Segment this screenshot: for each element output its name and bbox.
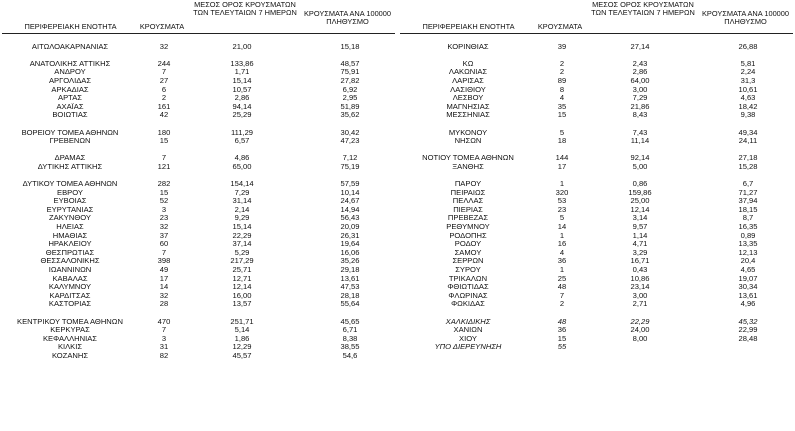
cases-cell: 15 (557, 333, 567, 343)
region-cell: ΡΟΔΟΠΗΣ (449, 230, 487, 240)
avg-cell: 12,71 (232, 273, 252, 283)
region-cell: ΠΕΙΡΑΙΩΣ (450, 187, 486, 197)
table-row (0, 300, 397, 309)
table-row (0, 111, 397, 120)
avg-cell: 8,43 (632, 110, 648, 120)
per100k-cell: 20,4 (740, 256, 756, 266)
avg-cell: 159,86 (628, 187, 652, 197)
region-cell: ΕΥΒΟΙΑΣ (53, 196, 87, 206)
per100k-cell: 48,57 (340, 58, 360, 68)
avg-cell: 3,29 (632, 247, 648, 257)
region-cell: ΚΟΖΑΝΗΣ (51, 350, 89, 360)
region-cell: ΜΑΓΝΗΣΙΑΣ (446, 101, 490, 111)
per100k-cell: 45,65 (340, 316, 360, 326)
per100k-cell: 10,14 (340, 187, 360, 197)
table-row (398, 111, 795, 120)
cases-cell: 2 (161, 93, 167, 103)
table-row (398, 326, 795, 335)
per100k-cell: 6,71 (342, 325, 358, 335)
avg-cell: 2,14 (234, 204, 250, 214)
per100k-cell: 28,18 (340, 290, 360, 300)
per100k-cell: 75,19 (340, 161, 360, 171)
region-cell: ΙΩΑΝΝΙΝΩΝ (48, 265, 92, 275)
cases-cell: 180 (157, 127, 171, 137)
cases-cell: 1 (559, 265, 565, 275)
per100k-cell: 6,7 (742, 179, 754, 189)
per100k-cell: 29,18 (340, 265, 360, 275)
per100k-cell: 56,43 (340, 213, 360, 223)
table-row (398, 137, 795, 146)
avg-cell: 7,29 (234, 187, 250, 197)
region-cell: ΑΡΤΑΣ (58, 93, 82, 103)
region-cell: ΒΟΙΩΤΙΑΣ (52, 110, 88, 120)
avg-cell: 1,86 (234, 333, 250, 343)
per100k-cell: 2,24 (740, 67, 756, 77)
per100k-cell: 38,55 (340, 342, 360, 352)
cases-cell: 144 (555, 153, 569, 163)
per100k-cell: 26,88 (738, 41, 758, 51)
per100k-cell: 4,65 (740, 265, 756, 275)
cases-cell: 39 (557, 41, 567, 51)
cases-cell: 36 (557, 256, 567, 266)
avg-cell: 45,57 (232, 350, 252, 360)
per100k-cell: 15,18 (340, 41, 360, 51)
per100k-cell: 8,38 (342, 333, 358, 343)
per100k-cell: 37,94 (738, 196, 758, 206)
cases-cell: 52 (159, 196, 169, 206)
avg-cell: 25,00 (630, 196, 650, 206)
per100k-cell: 18,42 (738, 101, 758, 111)
cases-cell: 2 (559, 67, 565, 77)
per100k-cell: 13,61 (340, 273, 360, 283)
region-cell: ΑΡΓΟΛΙΔΑΣ (48, 75, 92, 85)
region-cell: ΠΙΕΡΙΑΣ (453, 204, 483, 214)
region-cell: ΡΕΘΥΜΝΟΥ (446, 222, 490, 232)
per100k-cell: 7,12 (342, 153, 358, 163)
right-table (398, 0, 795, 431)
per100k-cell: 71,27 (738, 187, 758, 197)
avg-cell: 10,57 (232, 84, 252, 94)
left-header-row (0, 0, 397, 34)
cases-cell: 48 (557, 316, 567, 326)
cases-cell: 18 (557, 136, 567, 146)
header-cases: ΚΡΟΥΣΜΑΤΑ (139, 21, 185, 31)
region-cell: ΑΙΤΩΛΟΑΚΑΡΝΑΝΙΑΣ (31, 41, 109, 51)
table-row (398, 163, 795, 172)
per100k-cell: 45,32 (738, 316, 758, 326)
per100k-cell: 15,28 (738, 161, 758, 171)
avg-cell: 5,00 (632, 161, 648, 171)
cases-cell: 1 (559, 179, 565, 189)
cases-cell: 4 (559, 93, 565, 103)
region-cell: ΑΡΚΑΔΙΑΣ (51, 84, 89, 94)
cases-cell: 8 (559, 84, 565, 94)
region-cell: ΔΥΤΙΚΗΣ ΑΤΤΙΚΗΣ (37, 161, 103, 171)
per100k-cell: 22,99 (738, 325, 758, 335)
per100k-cell: 26,31 (340, 230, 360, 240)
per100k-cell: 24,67 (340, 196, 360, 206)
avg-cell: 92,14 (630, 153, 650, 163)
region-cell: ΛΕΣΒΟΥ (452, 93, 484, 103)
cases-cell: 17 (557, 161, 567, 171)
cases-cell: 6 (161, 84, 167, 94)
header-avg-7-days: ΜΕΣΟΣ ΟΡΟΣ ΚΡΟΥΣΜΑΤΩΝ ΤΩΝ ΤΕΛΕΥΤΑΙΩΝ 7 ΗΜΕΡΩΝ (591, 0, 695, 18)
region-cell: ΝΟΤΙΟΥ ΤΟΜΕΑ ΑΘΗΝΩΝ (422, 153, 514, 163)
per100k-cell: 28,48 (738, 333, 758, 343)
cases-cell: 7 (161, 325, 167, 335)
spacer-row (398, 51, 795, 60)
region-cell: ΑΝΑΤΟΛΙΚΗΣ ΑΤΤΙΚΗΣ (29, 58, 111, 68)
region-cell: ΚΑΡΔΙΤΣΑΣ (49, 290, 91, 300)
per100k-cell: 16,06 (340, 247, 360, 257)
region-cell: ΚΑΣΤΟΡΙΑΣ (48, 299, 92, 309)
region-cell: ΦΛΩΡΙΝΑΣ (448, 290, 488, 300)
cases-cell: 55 (557, 342, 567, 352)
avg-cell: 0,43 (632, 265, 648, 275)
cases-cell: 15 (159, 187, 169, 197)
table-row (398, 43, 795, 52)
region-cell: ΓΡΕΒΕΝΩΝ (49, 136, 91, 146)
avg-cell: 3,00 (632, 84, 648, 94)
region-cell: ΚΙΛΚΙΣ (57, 342, 83, 352)
region-cell: ΦΩΚΙΔΑΣ (451, 299, 485, 309)
avg-cell: 10,86 (630, 273, 650, 283)
avg-cell: 5,14 (234, 325, 250, 335)
avg-cell: 37,14 (232, 239, 252, 249)
cases-cell: 1 (559, 230, 565, 240)
per100k-cell: 20,09 (340, 222, 360, 232)
avg-cell: 24,00 (630, 325, 650, 335)
avg-cell: 31,14 (232, 196, 252, 206)
avg-cell: 111,29 (230, 127, 254, 137)
region-cell: ΚΕΝΤΡΙΚΟΥ ΤΟΜΕΑ ΑΘΗΝΩΝ (17, 316, 123, 326)
region-cell: ΛΑΣΙΘΙΟΥ (450, 84, 486, 94)
avg-cell: 11,14 (630, 136, 650, 146)
avg-cell: 2,86 (632, 67, 648, 77)
per100k-cell: 12,13 (738, 247, 758, 257)
region-cell: ΠΕΛΛΑΣ (452, 196, 484, 206)
avg-cell: 16,71 (630, 256, 650, 266)
per100k-cell: 24,11 (738, 136, 758, 146)
cases-cell: 14 (159, 282, 169, 292)
region-cell: ΠΡΕΒΕΖΑΣ (447, 213, 489, 223)
avg-cell: 4,71 (632, 239, 648, 249)
cases-cell: 25 (557, 273, 567, 283)
avg-cell: 12,14 (232, 282, 252, 292)
avg-cell: 21,00 (232, 41, 252, 51)
avg-cell: 133,86 (230, 58, 254, 68)
region-cell: ΚΟΡΙΝΘΙΑΣ (447, 41, 489, 51)
region-cell: ΘΕΣΣΑΛΟΝΙΚΗΣ (40, 256, 100, 266)
avg-cell: 65,00 (232, 161, 252, 171)
region-cell: ΔΡΑΜΑΣ (54, 153, 86, 163)
per100k-cell: 4,63 (740, 93, 756, 103)
per100k-cell: 27,82 (340, 75, 360, 85)
region-cell: ΝΗΣΩΝ (454, 136, 482, 146)
region-cell: ΠΑΡΟΥ (454, 179, 482, 189)
avg-cell: 27,14 (630, 41, 650, 51)
region-cell: ΣΕΡΡΩΝ (452, 256, 484, 266)
table-row (0, 43, 397, 52)
cases-cell: 27 (159, 75, 169, 85)
cases-cell: 82 (159, 350, 169, 360)
header-cases-per-100k: ΚΡΟΥΣΜΑΤΑ ΑΝΑ 100000 ΠΛΗΘΥΣΜΟ (701, 9, 790, 27)
cases-cell: 23 (557, 204, 567, 214)
region-cell: ΧΑΛΚΙΔΙΚΗΣ (445, 316, 491, 326)
avg-cell: 23,14 (630, 282, 650, 292)
per100k-cell: 14,94 (340, 204, 360, 214)
table-row (398, 300, 795, 309)
region-cell: ΞΑΝΘΗΣ (452, 161, 484, 171)
per100k-cell: 75,91 (340, 67, 360, 77)
per100k-cell: 10,61 (738, 84, 758, 94)
table-row (0, 352, 397, 361)
per100k-cell: 4,96 (740, 299, 756, 309)
table-row (0, 137, 397, 146)
cases-cell: 16 (557, 239, 567, 249)
cases-cell: 28 (159, 299, 169, 309)
cases-cell: 32 (159, 222, 169, 232)
per100k-cell: 6,92 (342, 84, 358, 94)
cases-cell: 5 (559, 213, 565, 223)
per100k-cell: 30,34 (738, 282, 758, 292)
right-header-row (398, 0, 795, 34)
header-region: ΠΕΡΙΦΕΡΕΙΑΚΗ ΕΝΟΤΗΤΑ (422, 21, 515, 31)
region-cell: ΗΜΑΘΙΑΣ (52, 230, 88, 240)
table-row (0, 163, 397, 172)
cases-cell: 15 (159, 136, 169, 146)
cases-cell: 282 (157, 179, 171, 189)
per100k-cell: 16,35 (738, 222, 758, 232)
cases-cell: 398 (157, 256, 171, 266)
cases-cell: 89 (557, 75, 567, 85)
per100k-cell: 35,62 (340, 110, 360, 120)
cases-cell: 23 (159, 213, 169, 223)
per100k-cell: 31,3 (740, 75, 756, 85)
region-cell: ΕΥΡΥΤΑΝΙΑΣ (46, 204, 94, 214)
avg-cell: 12,29 (232, 342, 252, 352)
region-cell: ΛΑΡΙΣΑΣ (452, 75, 484, 85)
region-cell: ΧΙΟΥ (459, 333, 477, 343)
avg-cell: 2,71 (632, 299, 648, 309)
avg-cell: 1,71 (234, 67, 250, 77)
region-cell: ΕΒΡΟΥ (57, 187, 83, 197)
per100k-cell: 19,07 (738, 273, 758, 283)
per100k-cell: 27,18 (738, 153, 758, 163)
per100k-cell: 13,61 (738, 290, 758, 300)
avg-cell: 8,00 (632, 333, 648, 343)
region-cell: ΡΟΔΟΥ (454, 239, 482, 249)
region-cell: ΚΕΡΚΥΡΑΣ (50, 325, 90, 335)
region-cell: ΜΕΣΣΗΝΙΑΣ (446, 110, 490, 120)
avg-cell: 3,14 (632, 213, 648, 223)
avg-cell: 64,00 (630, 75, 650, 85)
avg-cell: 217,29 (230, 256, 254, 266)
cases-cell: 161 (157, 101, 171, 111)
avg-cell: 12,14 (630, 204, 650, 214)
avg-cell: 15,14 (232, 75, 252, 85)
avg-cell: 25,29 (232, 110, 252, 120)
region-cell: ΣΥΡΟΥ (455, 265, 481, 275)
avg-cell: 16,00 (232, 290, 252, 300)
avg-cell: 15,14 (232, 222, 252, 232)
region-cell: ΤΡΙΚΑΛΩΝ (448, 273, 488, 283)
per100k-cell: 5,81 (740, 58, 756, 68)
region-cell: ΛΑΚΩΝΙΑΣ (448, 67, 488, 77)
region-cell: ΚΑΒΑΛΑΣ (52, 273, 88, 283)
cases-cell: 3 (161, 333, 167, 343)
cases-cell: 35 (557, 101, 567, 111)
region-cell: ΘΕΣΠΡΩΤΙΑΣ (45, 247, 95, 257)
per100k-cell: 19,64 (340, 239, 360, 249)
region-cell: ΑΝΔΡΟΥ (54, 67, 86, 77)
avg-cell: 6,57 (234, 136, 250, 146)
cases-cell: 3 (161, 204, 167, 214)
per100k-cell: 18,15 (738, 204, 758, 214)
region-cell: ΗΡΑΚΛΕΙΟΥ (48, 239, 92, 249)
cases-cell: 36 (557, 325, 567, 335)
per100k-cell: 47,23 (340, 136, 360, 146)
avg-cell: 22,29 (630, 316, 650, 326)
per100k-cell: 9,38 (740, 110, 756, 120)
cases-cell: 17 (159, 273, 169, 283)
avg-cell: 21,86 (630, 101, 650, 111)
per100k-cell: 57,59 (340, 179, 360, 189)
per100k-cell: 2,95 (342, 93, 358, 103)
per100k-cell: 30,42 (340, 127, 360, 137)
per100k-cell: 49,34 (738, 127, 758, 137)
per100k-cell: 0,89 (740, 230, 756, 240)
cases-cell: 320 (555, 187, 569, 197)
region-cell: ΚΑΛΥΜΝΟΥ (48, 282, 92, 292)
region-cell: ΖΑΚΥΝΘΟΥ (49, 213, 91, 223)
avg-cell: 22,29 (232, 230, 252, 240)
avg-cell: 7,43 (632, 127, 648, 137)
per100k-cell: 47,53 (340, 282, 360, 292)
avg-cell: 5,29 (234, 247, 250, 257)
cases-cell: 31 (159, 342, 169, 352)
avg-cell: 7,29 (632, 93, 648, 103)
cases-cell: 7 (161, 247, 167, 257)
left-rows (0, 34, 397, 361)
header-cases-per-100k: ΚΡΟΥΣΜΑΤΑ ΑΝΑ 100000 ΠΛΗΘΥΣΜΟ (303, 9, 392, 27)
region-cell: ΧΑΝΙΩΝ (453, 325, 483, 335)
cases-cell: 48 (557, 282, 567, 292)
per100k-cell: 8,7 (742, 213, 754, 223)
right-rows (398, 34, 795, 352)
cases-cell: 14 (557, 222, 567, 232)
header-region: ΠΕΡΙΦΕΡΕΙΑΚΗ ΕΝΟΤΗΤΑ (24, 21, 117, 31)
region-cell: ΑΧΑΪΑΣ (56, 101, 84, 111)
cases-cell: 470 (157, 316, 171, 326)
avg-cell: 1,14 (632, 230, 648, 240)
per100k-cell: 55,64 (340, 299, 360, 309)
cases-cell: 244 (157, 58, 171, 68)
avg-cell: 154,14 (230, 179, 254, 189)
cases-cell: 32 (159, 41, 169, 51)
cases-cell: 42 (159, 110, 169, 120)
avg-cell: 0,86 (632, 179, 648, 189)
avg-cell: 94,14 (232, 101, 252, 111)
avg-cell: 9,29 (234, 213, 250, 223)
region-cell: ΔΥΤΙΚΟΥ ΤΟΜΕΑ ΑΘΗΝΩΝ (22, 179, 118, 189)
region-cell: ΒΟΡΕΙΟΥ ΤΟΜΕΑ ΑΘΗΝΩΝ (21, 127, 119, 137)
per100k-cell: 51,89 (340, 101, 360, 111)
region-cell: ΚΩ (462, 58, 474, 68)
cases-cell: 7 (161, 153, 167, 163)
cases-cell: 2 (559, 299, 565, 309)
cases-cell: 7 (559, 290, 565, 300)
region-cell: ΥΠΟ ΔΙΕΡΕΥΝΗΣΗ (434, 342, 502, 352)
table-row (398, 343, 795, 352)
cases-cell: 53 (557, 196, 567, 206)
left-table (0, 0, 397, 431)
cases-cell: 15 (557, 110, 567, 120)
cases-cell: 32 (159, 290, 169, 300)
avg-cell: 25,71 (232, 265, 252, 275)
avg-cell: 9,57 (632, 222, 648, 232)
cases-cell: 4 (559, 247, 565, 257)
region-cell: ΜΥΚΟΝΟΥ (448, 127, 488, 137)
per100k-cell: 54,6 (342, 350, 358, 360)
avg-cell: 2,43 (632, 58, 648, 68)
header-cases: ΚΡΟΥΣΜΑΤΑ (537, 21, 583, 31)
region-cell: ΚΕΦΑΛΛΗΝΙΑΣ (42, 333, 98, 343)
cases-cell: 60 (159, 239, 169, 249)
cases-cell: 121 (157, 161, 171, 171)
cases-cell: 49 (159, 265, 169, 275)
region-cell: ΗΛΕΙΑΣ (56, 222, 84, 232)
avg-cell: 3,00 (632, 290, 648, 300)
cases-cell: 5 (559, 127, 565, 137)
avg-cell: 251,71 (230, 316, 254, 326)
cases-cell: 2 (559, 58, 565, 68)
avg-cell: 13,57 (232, 299, 252, 309)
avg-cell: 2,86 (234, 93, 250, 103)
per100k-cell: 13,35 (738, 239, 758, 249)
cases-cell: 7 (161, 67, 167, 77)
region-cell: ΣΑΜΟΥ (454, 247, 482, 257)
region-cell: ΦΘΙΩΤΙΔΑΣ (447, 282, 489, 292)
avg-cell: 4,86 (234, 153, 250, 163)
header-avg-7-days: ΜΕΣΟΣ ΟΡΟΣ ΚΡΟΥΣΜΑΤΩΝ ΤΩΝ ΤΕΛΕΥΤΑΙΩΝ 7 ΗΜΕΡΩΝ (193, 0, 297, 18)
cases-cell: 37 (159, 230, 169, 240)
per100k-cell: 35,26 (340, 256, 360, 266)
